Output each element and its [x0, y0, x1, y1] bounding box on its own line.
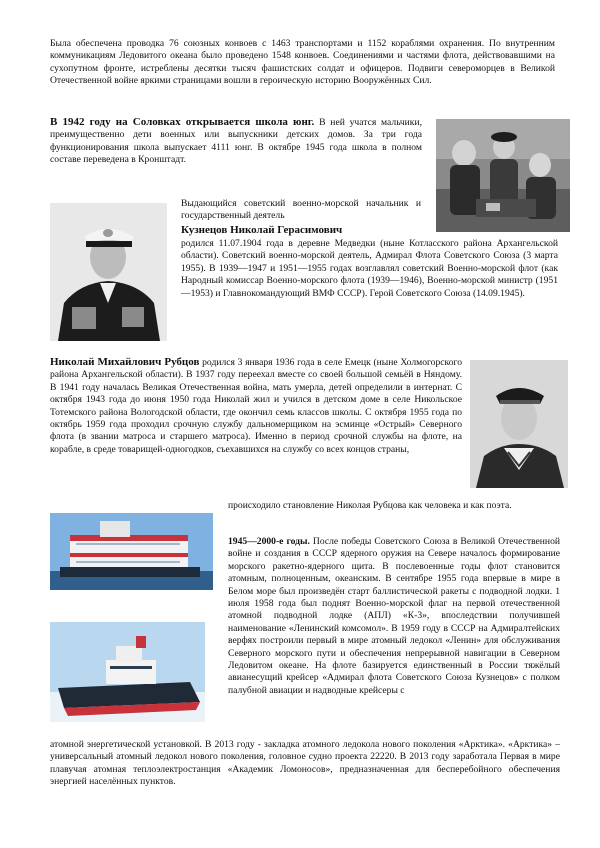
postwar-continuation: атомной энергетической установкой. В 2013 году - закладка атомного ледокола нового поколения «Арктика». «Арктика» – универсальный атомный ледокол нового поколения, головное судно проекта 22220. В 2013 году заработала Первая в мире плавучая атомная теплоэлектростанция «Академик Ломоносов», предназначенная для бесперебойного обеспечения энергией населённых пунктов.	[50, 739, 560, 788]
postwar-paragraph	[228, 536, 560, 697]
postwar-text: После победы Советского Союза в Великой Отечественной войне и создания в СССР ядерного оружия на Севере началось формирование морского ракетно-ядерного щита. В послевоенные годы флот становится атомным, полноценным, океанским. В сентябре 1955 года впервые в мире в Белом море был произведён старт баллистической ракеты с подводной лодки. 1 июля 1958 года был поднят Военно-морской флаг на первой отечественной атомной подводной лодке (АПЛ) «К-3», впоследствии получившей наименование «Ленинский комсомол». В 1959 году в СССР на Адмиралтейских верфях построили первый в мире атомный ледокол «Ленин» для обслуживания Северного морского пути и обеспечения непрерывной навигации в Северном Ледовитом океане. На флоте базируется единственный в России тяжёлый авианесущий крейсер «Адмирал флота Советского Союза Кузнецов» с полком палубной авиации и надводные крейсеры с	[228, 536, 560, 696]
cadets-photo	[436, 119, 570, 232]
school-text: В ней учатся мальчики, преимущественно дети военных или выпускники детских домов. За три года функционирования школа выпускает 4111 юнг. В октябре 1945 года школа в полном составе переведена в Кронштадт.	[50, 117, 422, 166]
kuznetsov-portrait	[50, 203, 167, 341]
rubtsov-portrait	[470, 360, 568, 488]
icebreaker-photo	[50, 622, 205, 722]
rubtsov-paragraph	[50, 356, 462, 456]
rubtsov-continuation: происходило становление Николая Рубцова как человека и как поэта.	[228, 500, 512, 511]
kuznetsov-text: родился 11.07.1904 года в деревне Медведки (ныне Котласского района Архангельской области). Советский военно-морской деятель, Адмирал Флота Советского Союза (3 марта 1955). В 1939—1947 и 1951—1955 годах возглавлял советский Военно-морской флот (как Народный комиссар Военно-морского флота (1939—1946), Военно-морской министр (1951—1953) и Главнокомандующий ВМФ СССР). Герой Советского Союза (14.09.1945).	[181, 238, 558, 299]
convoys-paragraph: Была обеспечена проводка 76 союзных конвоев с 1463 транспортами и 1152 кораблями охранения. По внутренним коммуникациям Ледовитого океана было проведено 1548 конвоев. Соединениями и частями флота, действовавшими на сухопутном фронте, истреблены десятки тысяч фашистских солдат и офицеров. Подвиги североморцев в Великой Отечественной войне яркими страницами вошли в героическую историю Вооружённых Сил.	[50, 38, 555, 87]
rubtsov-name: Николай Михайлович Рубцов	[50, 356, 200, 368]
kuznetsov-name: Кузнецов Николай Герасимович	[181, 224, 343, 236]
kuznetsov-header-line	[181, 224, 421, 237]
kuznetsov-intro: Выдающийся советский военно-морской начальник и государственный деятель	[181, 198, 421, 222]
school-heading: В 1942 году на Соловках открывается школа юнг.	[50, 116, 315, 128]
kuznetsov-paragraph	[181, 238, 558, 300]
floating-station-photo	[50, 513, 213, 590]
rubtsov-text: родился 3 января 1936 года в селе Емецк (ныне Холмогорского района Архангельской области). В 1937 году переехал вместе со своей большой семьёй в Няндому. В 1941 году началась Великая Отечественная война, мать умерла, детей определили в интернат. С октября 1943 года до июня 1950 года Николай жил и учился в детском доме в селе Никольское Тотемского района Вологодской области, где окончил семь классов школы. С октября 1955 года по октябрь 1959 года проходил срочную службу дальномерщиком на эсминце «Острый» Северного флота (в звании матроса и старшего матроса). Именно в период срочной службы на флоте, на корабле, в среде товарищей-одногодков, съехавшихся на службу со всех концов страны,	[50, 357, 462, 455]
postwar-heading: 1945—2000-е годы.	[228, 536, 310, 547]
school-paragraph	[50, 116, 422, 167]
